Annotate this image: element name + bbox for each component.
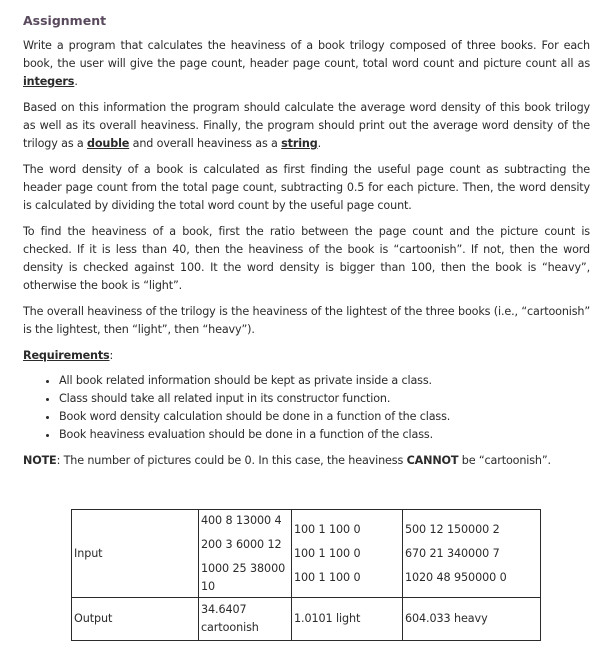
case2-line: 100 1 100 0 (294, 546, 361, 560)
case1-input (199, 510, 292, 598)
case1-output (199, 598, 292, 641)
intro-end: . (74, 75, 78, 88)
output-spec-mid: and overall heaviness as a (129, 137, 282, 150)
case3-output: 604.033 heavy (403, 598, 541, 641)
assignment-document (23, 12, 590, 478)
intro-text: Write a program that calculates the heaviness of a book trilogy composed of three books. For each book, the user will give the page count, header page count, total word count and picture count all as (23, 39, 590, 70)
note-paragraph (23, 452, 590, 470)
case1-output-value: 34.6407 (201, 603, 247, 616)
case2-line: 100 1 100 0 (294, 522, 361, 536)
case3-line: 500 12 150000 2 (405, 522, 500, 536)
paragraph-intro (23, 37, 590, 91)
case1-line-wrap: 10 (201, 579, 216, 593)
input-label: Input (72, 510, 199, 598)
case3-line: 1020 48 950000 0 (405, 570, 507, 584)
requirements-list (23, 372, 590, 444)
cannot-keyword: CANNOT (406, 454, 459, 467)
string-keyword: string (281, 137, 318, 150)
note-label: NOTE (23, 454, 57, 467)
case2-input (292, 510, 403, 598)
requirements-heading (23, 347, 590, 365)
paragraph-word-density: The word density of a book is calculated as first finding the useful page count as subtracting the header page count from the total page count, subtracting 0.5 for each picture. Then, the word density is calculated by dividing the total word count by the useful page count. (23, 163, 590, 212)
case1-output-heaviness: cartoonish (201, 621, 259, 634)
case3-line: 670 21 340000 7 (405, 546, 500, 560)
case2-line: 100 1 100 0 (294, 570, 361, 584)
list-item: • Class should take all related input in its constructor function. (59, 390, 590, 408)
case1-line: 200 3 6000 12 (201, 537, 282, 551)
note-text: : The number of pictures could be 0. In this case, the heaviness (56, 454, 407, 467)
output-spec-text: Based on this information the program should calculate the average word density of this book trilogy as well as its overall heaviness. Finally, the program should print out the average word density of the trilogy as a (23, 101, 590, 150)
paragraph-overall-heaviness: The overall heaviness of the trilogy is the heaviness of the lightest of the three books (i.e., “cartoonish” is the lightest, then “light”, then “heavy”). (23, 305, 590, 336)
table-row-output (72, 598, 541, 641)
output-label: Output (72, 598, 199, 641)
table-row-input (72, 510, 541, 598)
note-text-end: be “cartoonish”. (458, 454, 551, 467)
requirements-label: Requirements (23, 349, 110, 362)
list-item: • All book related information should be kept as private inside a class. (59, 372, 590, 390)
double-keyword: double (87, 137, 130, 150)
case3-input (403, 510, 541, 598)
example-table (71, 509, 541, 641)
case2-output: 1.0101 light (292, 598, 403, 641)
case1-line: 1000 25 38000 (201, 561, 286, 575)
requirements-colon: : (109, 349, 114, 362)
integers-keyword: integers (23, 75, 75, 88)
list-item: • Book heaviness evaluation should be done in a function of the class. (59, 426, 590, 444)
paragraph-heaviness: To find the heaviness of a book, first the ratio between the page count and the picture count is checked. If it is less than 40, then the heaviness of the book is “cartoonish”. If not, then the word density is checked against 100. It the word density is bigger than 100, then the book is “heavy”, otherwise the book is “light”. (23, 225, 590, 292)
case1-line: 400 8 13000 4 (201, 513, 282, 527)
list-item: • Book word density calculation should be done in a function of the class. (59, 408, 590, 426)
output-spec-end: . (317, 137, 322, 150)
page-title: Assignment (23, 13, 107, 28)
paragraph-output-spec (23, 99, 590, 153)
